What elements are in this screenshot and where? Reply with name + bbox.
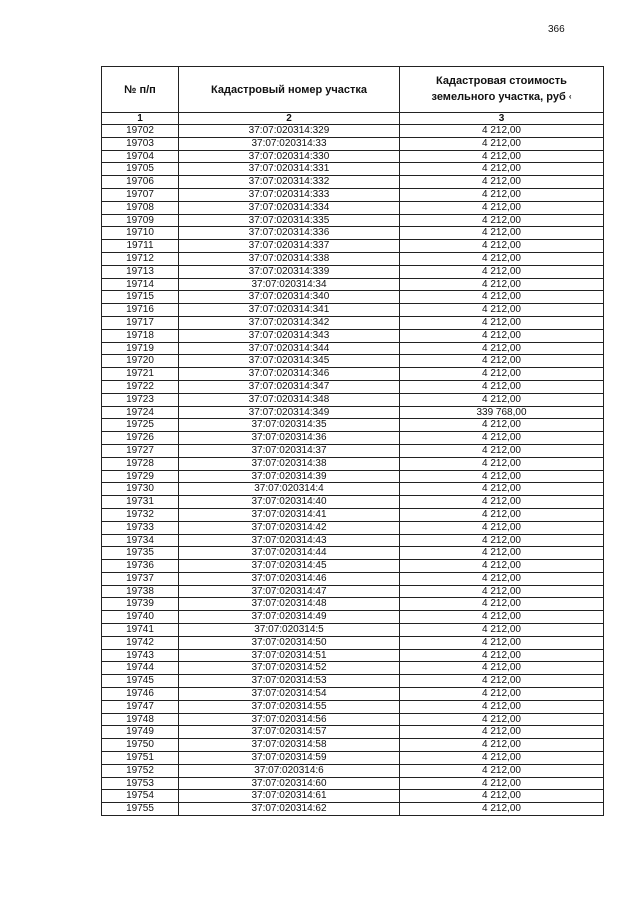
cadastral-number: 37:07:020314:347 [179, 380, 400, 393]
cadastral-value: 4 212,00 [400, 611, 604, 624]
cadastral-value: 339 768,00 [400, 406, 604, 419]
row-number: 19722 [102, 380, 179, 393]
cadastral-number: 37:07:020314:349 [179, 406, 400, 419]
cadastral-number: 37:07:020314:331 [179, 163, 400, 176]
table-row [102, 406, 604, 419]
table-row [102, 457, 604, 470]
table-row [102, 739, 604, 752]
header-cadastral-value [400, 67, 604, 113]
table-row [102, 790, 604, 803]
cadastral-value: 4 212,00 [400, 739, 604, 752]
row-number: 19726 [102, 432, 179, 445]
table-row [102, 636, 604, 649]
row-number: 19723 [102, 393, 179, 406]
cadastral-value: 4 212,00 [400, 521, 604, 534]
row-number: 19744 [102, 662, 179, 675]
cadastral-value: 4 212,00 [400, 470, 604, 483]
cadastral-value: 4 212,00 [400, 483, 604, 496]
table-row [102, 188, 604, 201]
row-number: 19716 [102, 304, 179, 317]
table-row [102, 803, 604, 816]
table-row [102, 675, 604, 688]
table-row [102, 419, 604, 432]
row-number: 19724 [102, 406, 179, 419]
cadastral-number: 37:07:020314:336 [179, 227, 400, 240]
cadastral-value: 4 212,00 [400, 636, 604, 649]
cadastral-number: 37:07:020314:4 [179, 483, 400, 496]
cadastral-number: 37:07:020314:45 [179, 560, 400, 573]
cadastral-value: 4 212,00 [400, 444, 604, 457]
table-row [102, 368, 604, 381]
row-number: 19750 [102, 739, 179, 752]
row-number: 19706 [102, 176, 179, 189]
table-row [102, 214, 604, 227]
row-number: 19749 [102, 726, 179, 739]
cadastral-number: 37:07:020314:34 [179, 278, 400, 291]
cadastral-value: 4 212,00 [400, 342, 604, 355]
table-row [102, 521, 604, 534]
cadastral-value: 4 212,00 [400, 496, 604, 509]
cadastral-number: 37:07:020314:345 [179, 355, 400, 368]
table-row [102, 432, 604, 445]
row-number: 19745 [102, 675, 179, 688]
cadastral-number: 37:07:020314:343 [179, 329, 400, 342]
cadastral-value: 4 212,00 [400, 163, 604, 176]
cadastral-value: 4 212,00 [400, 560, 604, 573]
cadastral-value: 4 212,00 [400, 201, 604, 214]
table-row [102, 278, 604, 291]
table-row [102, 125, 604, 138]
cadastral-number: 37:07:020314:50 [179, 636, 400, 649]
row-number: 19729 [102, 470, 179, 483]
table-row [102, 355, 604, 368]
cadastral-value: 4 212,00 [400, 726, 604, 739]
header-number: № п/п [102, 67, 179, 113]
table-row [102, 227, 604, 240]
row-number: 19703 [102, 137, 179, 150]
cadastral-value: 4 212,00 [400, 176, 604, 189]
table-header [102, 67, 604, 125]
row-number: 19712 [102, 252, 179, 265]
row-number: 19735 [102, 547, 179, 560]
row-number: 19747 [102, 700, 179, 713]
cadastral-number: 37:07:020314:6 [179, 764, 400, 777]
table-row [102, 700, 604, 713]
cadastral-value: 4 212,00 [400, 790, 604, 803]
cadastral-value: 4 212,00 [400, 419, 604, 432]
cadastral-value: 4 212,00 [400, 252, 604, 265]
header-cadastral-number: Кадастровый номер участка [179, 67, 400, 113]
cadastral-value: 4 212,00 [400, 355, 604, 368]
cadastral-value: 4 212,00 [400, 508, 604, 521]
table-row [102, 252, 604, 265]
cadastral-number: 37:07:020314:47 [179, 585, 400, 598]
cadastral-value: 4 212,00 [400, 150, 604, 163]
row-number: 19742 [102, 636, 179, 649]
cadastral-value: 4 212,00 [400, 662, 604, 675]
table-row [102, 176, 604, 189]
cadastral-value: 4 212,00 [400, 547, 604, 560]
table-row [102, 316, 604, 329]
page-number: 366 [548, 24, 565, 35]
cadastral-number: 37:07:020314:346 [179, 368, 400, 381]
row-number: 19709 [102, 214, 179, 227]
cadastral-value: 4 212,00 [400, 624, 604, 637]
row-number: 19705 [102, 163, 179, 176]
cadastral-value: 4 212,00 [400, 432, 604, 445]
row-number: 19714 [102, 278, 179, 291]
row-number: 19713 [102, 265, 179, 278]
row-number: 19730 [102, 483, 179, 496]
cadastral-value: 4 212,00 [400, 137, 604, 150]
table-row [102, 329, 604, 342]
row-number: 19718 [102, 329, 179, 342]
table-row [102, 598, 604, 611]
table-row [102, 265, 604, 278]
cadastral-value: 4 212,00 [400, 265, 604, 278]
table-row [102, 547, 604, 560]
table-row [102, 624, 604, 637]
cadastral-number: 37:07:020314:33 [179, 137, 400, 150]
row-number: 19743 [102, 649, 179, 662]
table-row [102, 752, 604, 765]
row-number: 19741 [102, 624, 179, 637]
cadastral-value: 4 212,00 [400, 240, 604, 253]
cadastral-value: 4 212,00 [400, 777, 604, 790]
table-row [102, 688, 604, 701]
table-row [102, 137, 604, 150]
table-row [102, 304, 604, 317]
cadastral-value: 4 212,00 [400, 764, 604, 777]
row-number: 19727 [102, 444, 179, 457]
cadastral-number: 37:07:020314:348 [179, 393, 400, 406]
cadastral-number: 37:07:020314:57 [179, 726, 400, 739]
table-row [102, 240, 604, 253]
row-number: 19719 [102, 342, 179, 355]
table-row [102, 342, 604, 355]
row-number: 19732 [102, 508, 179, 521]
row-number: 19725 [102, 419, 179, 432]
cadastral-value: 4 212,00 [400, 572, 604, 585]
row-number: 19711 [102, 240, 179, 253]
table-row [102, 291, 604, 304]
row-number: 19710 [102, 227, 179, 240]
table-row [102, 393, 604, 406]
row-number: 19728 [102, 457, 179, 470]
cadastral-value: 4 212,00 [400, 291, 604, 304]
cadastral-number: 37:07:020314:332 [179, 176, 400, 189]
cadastral-value: 4 212,00 [400, 713, 604, 726]
cadastral-value: 4 212,00 [400, 278, 604, 291]
cadastral-number: 37:07:020314:41 [179, 508, 400, 521]
cadastral-number: 37:07:020314:337 [179, 240, 400, 253]
table-row [102, 726, 604, 739]
cadastral-value: 4 212,00 [400, 188, 604, 201]
cadastral-value: 4 212,00 [400, 457, 604, 470]
row-number: 19708 [102, 201, 179, 214]
cadastral-number: 37:07:020314:35 [179, 419, 400, 432]
cadastral-number: 37:07:020314:330 [179, 150, 400, 163]
cadastral-value: 4 212,00 [400, 700, 604, 713]
row-number: 19720 [102, 355, 179, 368]
table-row [102, 713, 604, 726]
cadastral-number: 37:07:020314:333 [179, 188, 400, 201]
table-row [102, 483, 604, 496]
cadastral-value: 4 212,00 [400, 598, 604, 611]
table-row [102, 163, 604, 176]
cadastral-number: 37:07:020314:49 [179, 611, 400, 624]
row-number: 19754 [102, 790, 179, 803]
cadastral-value: 4 212,00 [400, 214, 604, 227]
table-row [102, 496, 604, 509]
table-row [102, 649, 604, 662]
table-row [102, 150, 604, 163]
cadastral-number: 37:07:020314:36 [179, 432, 400, 445]
header-marker: ‹ [568, 92, 572, 102]
cadastral-number: 37:07:020314:339 [179, 265, 400, 278]
table-row [102, 764, 604, 777]
row-number: 19748 [102, 713, 179, 726]
cadastral-number: 37:07:020314:56 [179, 713, 400, 726]
table-row [102, 508, 604, 521]
table-row [102, 201, 604, 214]
cadastral-number: 37:07:020314:37 [179, 444, 400, 457]
cadastral-number: 37:07:020314:341 [179, 304, 400, 317]
table-row [102, 380, 604, 393]
cadastral-number: 37:07:020314:62 [179, 803, 400, 816]
table-row [102, 585, 604, 598]
row-number: 19746 [102, 688, 179, 701]
row-number: 19753 [102, 777, 179, 790]
cadastral-number: 37:07:020314:43 [179, 534, 400, 547]
cadastral-value: 4 212,00 [400, 125, 604, 138]
row-number: 19736 [102, 560, 179, 573]
row-number: 19740 [102, 611, 179, 624]
cadastral-value: 4 212,00 [400, 688, 604, 701]
cadastral-number: 37:07:020314:55 [179, 700, 400, 713]
cadastral-number: 37:07:020314:44 [179, 547, 400, 560]
cadastral-number: 37:07:020314:5 [179, 624, 400, 637]
cadastral-number: 37:07:020314:340 [179, 291, 400, 304]
cadastral-number: 37:07:020314:53 [179, 675, 400, 688]
cadastral-number: 37:07:020314:338 [179, 252, 400, 265]
cadastral-number: 37:07:020314:335 [179, 214, 400, 227]
row-number: 19755 [102, 803, 179, 816]
row-number: 19733 [102, 521, 179, 534]
column-number-2: 2 [179, 113, 400, 125]
row-number: 19731 [102, 496, 179, 509]
cadastral-number: 37:07:020314:329 [179, 125, 400, 138]
cadastral-number: 37:07:020314:39 [179, 470, 400, 483]
cadastral-value: 4 212,00 [400, 316, 604, 329]
table-row [102, 560, 604, 573]
row-number: 19734 [102, 534, 179, 547]
cadastral-number: 37:07:020314:342 [179, 316, 400, 329]
row-number: 19739 [102, 598, 179, 611]
cadastral-number: 37:07:020314:58 [179, 739, 400, 752]
table-row [102, 534, 604, 547]
cadastral-number: 37:07:020314:60 [179, 777, 400, 790]
cadastral-number: 37:07:020314:52 [179, 662, 400, 675]
column-number-3: 3 [400, 113, 604, 125]
cadastral-number: 37:07:020314:38 [179, 457, 400, 470]
cadastral-value: 4 212,00 [400, 752, 604, 765]
cadastral-value: 4 212,00 [400, 329, 604, 342]
cadastral-number: 37:07:020314:46 [179, 572, 400, 585]
table-row [102, 662, 604, 675]
row-number: 19702 [102, 125, 179, 138]
header-cadastral-value-text: Кадастровая стоимость земельного участка, руб [431, 75, 567, 104]
row-number: 19704 [102, 150, 179, 163]
cadastral-number: 37:07:020314:54 [179, 688, 400, 701]
cadastral-number: 37:07:020314:59 [179, 752, 400, 765]
row-number: 19721 [102, 368, 179, 381]
table-row [102, 611, 604, 624]
cadastral-value: 4 212,00 [400, 380, 604, 393]
cadastral-value: 4 212,00 [400, 534, 604, 547]
cadastral-number: 37:07:020314:40 [179, 496, 400, 509]
cadastral-number: 37:07:020314:61 [179, 790, 400, 803]
row-number: 19737 [102, 572, 179, 585]
cadastral-value: 4 212,00 [400, 304, 604, 317]
row-number: 19752 [102, 764, 179, 777]
cadastral-value: 4 212,00 [400, 368, 604, 381]
cadastral-value: 4 212,00 [400, 803, 604, 816]
cadastral-value: 4 212,00 [400, 585, 604, 598]
cadastral-number: 37:07:020314:344 [179, 342, 400, 355]
cadastral-number: 37:07:020314:42 [179, 521, 400, 534]
table-row [102, 777, 604, 790]
column-number-1: 1 [102, 113, 179, 125]
cadastral-table [101, 66, 604, 816]
cadastral-value: 4 212,00 [400, 227, 604, 240]
table-row [102, 444, 604, 457]
cadastral-number: 37:07:020314:48 [179, 598, 400, 611]
cadastral-value: 4 212,00 [400, 649, 604, 662]
cadastral-value: 4 212,00 [400, 675, 604, 688]
table-row [102, 572, 604, 585]
cadastral-value: 4 212,00 [400, 393, 604, 406]
row-number: 19717 [102, 316, 179, 329]
row-number: 19751 [102, 752, 179, 765]
row-number: 19707 [102, 188, 179, 201]
table-body [102, 125, 604, 816]
cadastral-number: 37:07:020314:334 [179, 201, 400, 214]
table-row [102, 470, 604, 483]
row-number: 19715 [102, 291, 179, 304]
row-number: 19738 [102, 585, 179, 598]
cadastral-number: 37:07:020314:51 [179, 649, 400, 662]
